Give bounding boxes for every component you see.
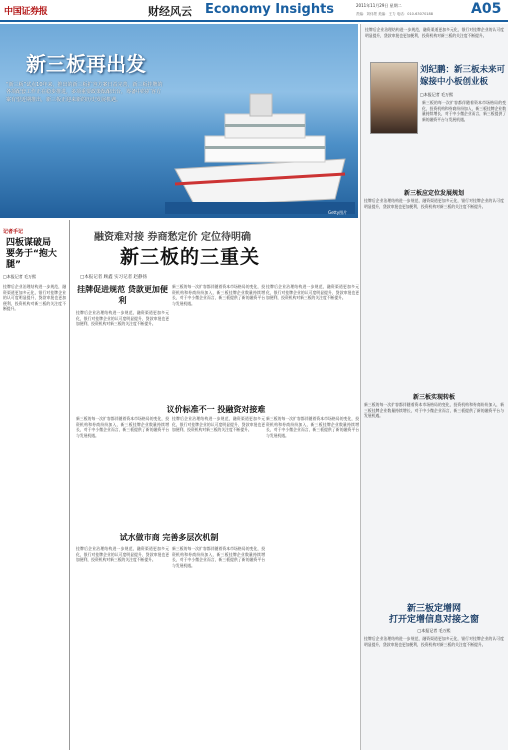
sidebar-subtitle-1: 新三板应定位发展规划: [403, 190, 464, 197]
body-column-6: [266, 416, 359, 736]
body-text-7: 挂牌后企业治理结构进一步规范，融资渠道更加多元化，银行对挂牌企业的认可度明显提升，贷款审批也更加便利，投资机构对新三板的关注度不断提升。: [76, 546, 169, 562]
sidebar-body-3: 新三板的每一次扩容都伴随着资本市场格局的变化，投资机构和券商纷纷加入，新三板挂牌企业数量持续增长，对于中小微企业而言，新三板提供了新的融资平台与发展机遇。: [364, 402, 504, 418]
page-number: A05: [471, 1, 502, 17]
left-column-title: 四板谋破局 要务于“抱大腿”: [6, 238, 57, 270]
section-heading-2: 议价标准不一 投融资对接难: [166, 405, 266, 414]
body-text-5: 挂牌后企业治理结构进一步规范，融资渠道更加多元化，银行对挂牌企业的认可度明显提升，贷款审批也更加便利，投资机构对新三板的关注度不断提升。: [172, 416, 265, 432]
body-column-2: [172, 284, 265, 402]
sidebar-body-1: 新三板的每一次扩容都伴随着资本市场格局的变化，投资机构和券商纷纷加入，新三板挂牌企业数量持续增长，对于中小微企业而言，新三板提供了新的融资平台与发展机遇。: [422, 100, 506, 122]
body-text-6: 新三板的每一次扩容都伴随着资本市场格局的变化，投资机构和券商纷纷加入，新三板挂牌企业数量持续增长，对于中小微企业而言，新三板提供了新的融资平台与发展机遇。: [266, 416, 359, 438]
feature-title: 新三板的三重关: [120, 246, 261, 268]
hero-image: [0, 24, 358, 218]
left-column-body: 挂牌后企业治理结构进一步规范，融资渠道更加多元化，银行对挂牌企业的认可度明显提升，贷款审批也更加便利，投资机构对新三板的关注度不断提升。: [3, 284, 66, 311]
body-column-1: [76, 284, 169, 410]
section-title-en: Economy Insights: [205, 2, 335, 17]
body-text-4: 新三板的每一次扩容都伴随着资本市场格局的变化，投资机构和券商纷纷加入，新三板挂牌企业数量持续增长，对于中小微企业而言，新三板提供了新的融资平台与发展机遇。: [76, 416, 169, 438]
body-column-4: [76, 416, 169, 526]
sidebar-subtitle-2: 新三板实现转板: [412, 394, 455, 401]
left-kicker: 记者手记: [3, 229, 24, 235]
body-text-8: 新三板的每一次扩容都伴随着资本市场格局的变化，投资机构和券商纷纷加入，新三板挂牌企业数量持续增长，对于中小微企业而言，新三板提供了新的融资平台与发展机遇。: [172, 546, 265, 568]
body-text-2: 新三板的每一次扩容都伴随着资本市场格局的变化，投资机构和券商纷纷加入，新三板挂牌企业数量持续增长，对于中小微企业而言，新三板提供了新的融资平台与发展机遇。: [172, 284, 265, 306]
feature-headline-block: [70, 220, 358, 275]
hero-lead-text: “新三板”试点10年来，推出的新三板扩容方案日益完善，新三板挂牌的各项配套工作正在稳步推进，多项重要政策酝酿出台，筹备中的扩容方案有望近期推出，新三板正迎来新的历史发展机遇。: [6, 82, 163, 103]
section-heading-1: 挂牌促进规范 贷款更加便利: [77, 285, 168, 305]
section-title-cn: 财经风云: [148, 5, 192, 18]
body-text-1: 挂牌后企业治理结构进一步规范，融资渠道更加多元化，银行对挂牌企业的认可度明显提升，贷款审批也更加便利，投资机构对新三板的关注度不断提升。: [76, 310, 169, 326]
photo-credit: Getty图片: [328, 210, 348, 215]
feature-byline: □本报记者 顾鑫 实习记者 赵静扬: [80, 275, 148, 280]
feature-kicker: 融资难对接 券商愁定价 定位待明确: [94, 232, 251, 243]
masthead: [0, 0, 508, 22]
left-column: [0, 220, 70, 750]
sidebar-title-3: 新三板定增网 打开定增信息对接之窗: [388, 604, 479, 625]
interviewee-photo: [370, 62, 418, 134]
sidebar-author-3: □本报记者 毛万熙: [417, 628, 451, 633]
sidebar-author-1: □本报记者 毛万熙: [420, 92, 454, 97]
section-heading-3: 试水做市商 完善多层次机制: [119, 533, 219, 542]
issue-date: 2011年11月29日 星期二: [356, 3, 402, 8]
editor-info: 责编：刘伟景 美编：王力 电话：010-63070188: [356, 12, 433, 16]
newspaper-logo: 中国证券报: [4, 7, 48, 17]
hero-title: 新三板再出发: [26, 52, 146, 76]
body-column-8: [172, 546, 265, 746]
section-3-block: [76, 532, 262, 543]
sidebar-top-text: 挂牌后企业治理结构进一步规范，融资渠道更加多元化，银行对挂牌企业的认可度明显提升，贷款审批也更加便利，投资机构对新三板的关注度不断提升。: [365, 27, 504, 38]
sidebar-body-2: 挂牌后企业治理结构进一步规范，融资渠道更加多元化，银行对挂牌企业的认可度明显提升，贷款审批也更加便利，投资机构对新三板的关注度不断提升。: [364, 198, 504, 209]
body-column-5: [172, 416, 265, 526]
sidebar-title-1: 刘纪鹏：新三板未来可 嫁接中小板创业板: [420, 65, 506, 87]
sidebar-body-4: 挂牌后企业治理结构进一步规范，融资渠道更加多元化，银行对挂牌企业的认可度明显提升，贷款审批也更加便利，投资机构对新三板的关注度不断提升。: [364, 636, 504, 647]
body-text-3: 挂牌后企业治理结构进一步规范，融资渠道更加多元化，银行对挂牌企业的认可度明显提升，贷款审批也更加便利，投资机构对新三板的关注度不断提升。: [266, 284, 359, 300]
body-column-7: [76, 546, 169, 746]
cruise-ship-illustration: [165, 74, 355, 214]
section-2-block: [76, 404, 356, 415]
body-column-3: [266, 284, 359, 402]
left-column-author: □本报记者 毛万熙: [3, 274, 37, 279]
